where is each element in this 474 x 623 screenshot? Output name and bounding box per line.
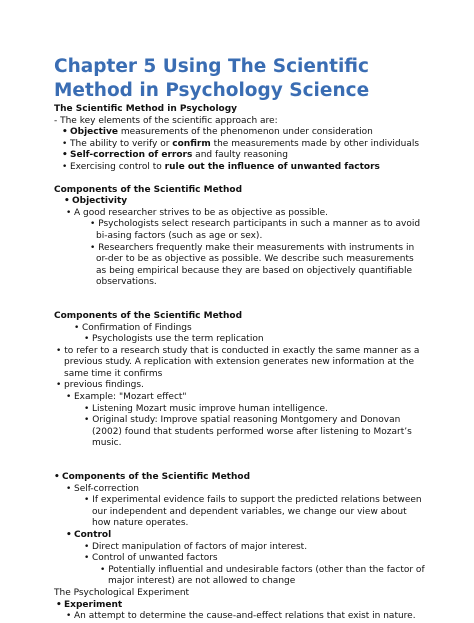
text: Psychologists select research participants in such a manner as to avoid bi-asing factors (such as age or sex). [96, 219, 421, 241]
list-item [54, 484, 426, 496]
list-item [54, 542, 426, 554]
bullet-icon: • [66, 483, 72, 494]
bullet-icon: • [90, 242, 96, 253]
text: Direct manipulation of factors of major interest. [92, 541, 308, 552]
section-heading: The Scientific Method in Psychology [54, 104, 238, 114]
list-item [54, 162, 426, 174]
section-heading: Components of the Scientific Method [54, 310, 243, 321]
text: If experimental evidence fails to support the predicted relations between our independent and dependent variables, we change our view about how nature operates. [92, 495, 422, 529]
bold-text: rule out the influence of unwanted factors [164, 161, 380, 172]
bullet-icon: • [84, 403, 90, 414]
bullet-icon: • [54, 472, 60, 483]
list-item [54, 380, 426, 392]
section-heading [54, 472, 426, 484]
paragraph-line: - The key elements of the scientific approach are: [54, 115, 278, 126]
bullet-icon: • [62, 150, 68, 161]
section-heading: Components of the Scientific Method [54, 184, 243, 195]
list-item [54, 565, 426, 588]
bullet-icon: • [62, 127, 68, 138]
bullet-icon: • [62, 161, 68, 172]
list-item [54, 392, 426, 404]
list-item [54, 243, 426, 289]
bullet-icon: • [84, 553, 90, 564]
page-title: Chapter 5 Using The Scientific Method in Psychology Science [54, 56, 370, 101]
list-item [54, 196, 426, 208]
text: Potentially influential and undesirable factors (other than the factor of major interest) are not allowed to change [108, 564, 425, 587]
text: Listening Mozart music improve human intelligence. [92, 403, 328, 414]
list-item [54, 139, 426, 151]
bullet-icon: • [66, 530, 72, 540]
list-item [54, 323, 426, 335]
bullet-icon: • [84, 415, 90, 426]
bullet-icon: • [66, 392, 72, 403]
text: and faulty reasoning [192, 150, 288, 161]
list-item [54, 208, 426, 220]
bullet-icon: • [84, 334, 90, 345]
list-item [54, 495, 426, 530]
list-item [54, 600, 426, 612]
text: Exercising control to [70, 161, 165, 172]
bullet-icon: • [84, 495, 90, 506]
bullet-icon: • [74, 322, 80, 333]
list-item [54, 415, 426, 450]
list-item [54, 553, 426, 565]
bullet-icon: • [62, 138, 68, 149]
bullet-icon: • [84, 541, 90, 552]
text: Researchers frequently make their measurements with instruments in or-der to be as objective as possible. We describe such measurements as being empirical because they are based on objectively quantifiable observations. [96, 242, 415, 288]
list-item [54, 127, 426, 139]
text: Confirmation of Findings [82, 322, 192, 333]
bullet-icon: • [56, 345, 62, 356]
bold-text: Objective [70, 127, 118, 138]
bullet-icon: • [100, 564, 106, 575]
document-body [54, 104, 426, 623]
list-item [54, 346, 426, 381]
bullet-icon: • [56, 380, 62, 391]
bold-text: Control [74, 530, 112, 540]
text: measurements of the phenomenon under consideration [117, 127, 373, 138]
text: Control of unwanted factors [92, 553, 218, 564]
bullet-icon: • [66, 611, 72, 622]
text: to refer to a research study that is conducted in exactly the same manner as a previous study. A replication with extension generates new information at the same time it confirms [64, 345, 420, 379]
bullet-icon: • [66, 207, 72, 218]
paragraph-line: The Psychological Experiment [54, 587, 190, 598]
bold-text: Self-correction of errors [70, 150, 193, 161]
text: Original study: Improve spatial reasoning Montgomery and Donovan (2002) found that students performed worse after listening to Mozart’s music. [92, 415, 412, 449]
list-item [54, 404, 426, 416]
text: The ability to verify or [70, 138, 173, 149]
text: An attempt to determine the cause-and-effect relations that exist in nature. [74, 611, 416, 622]
bold-text: Objectivity [72, 196, 128, 207]
text: Psychologists use the term replication [92, 334, 264, 345]
list-item [54, 530, 426, 542]
text: previous findings. [64, 380, 144, 391]
text: the measurements made by other individuals [210, 138, 420, 149]
bold-text: Experiment [64, 599, 123, 610]
list-item [54, 219, 426, 242]
text: Self-correction [74, 483, 139, 494]
bold-text: Components of the Scientific Method [62, 472, 251, 483]
bullet-icon: • [56, 599, 62, 610]
bold-text: confirm [172, 138, 211, 149]
text: A good researcher strives to be as objective as possible. [74, 207, 328, 218]
bullet-icon: • [64, 196, 70, 207]
bullet-icon: • [90, 219, 96, 230]
list-item [54, 334, 426, 346]
text: Example: "Mozart effect" [74, 392, 187, 403]
list-item [54, 150, 426, 162]
